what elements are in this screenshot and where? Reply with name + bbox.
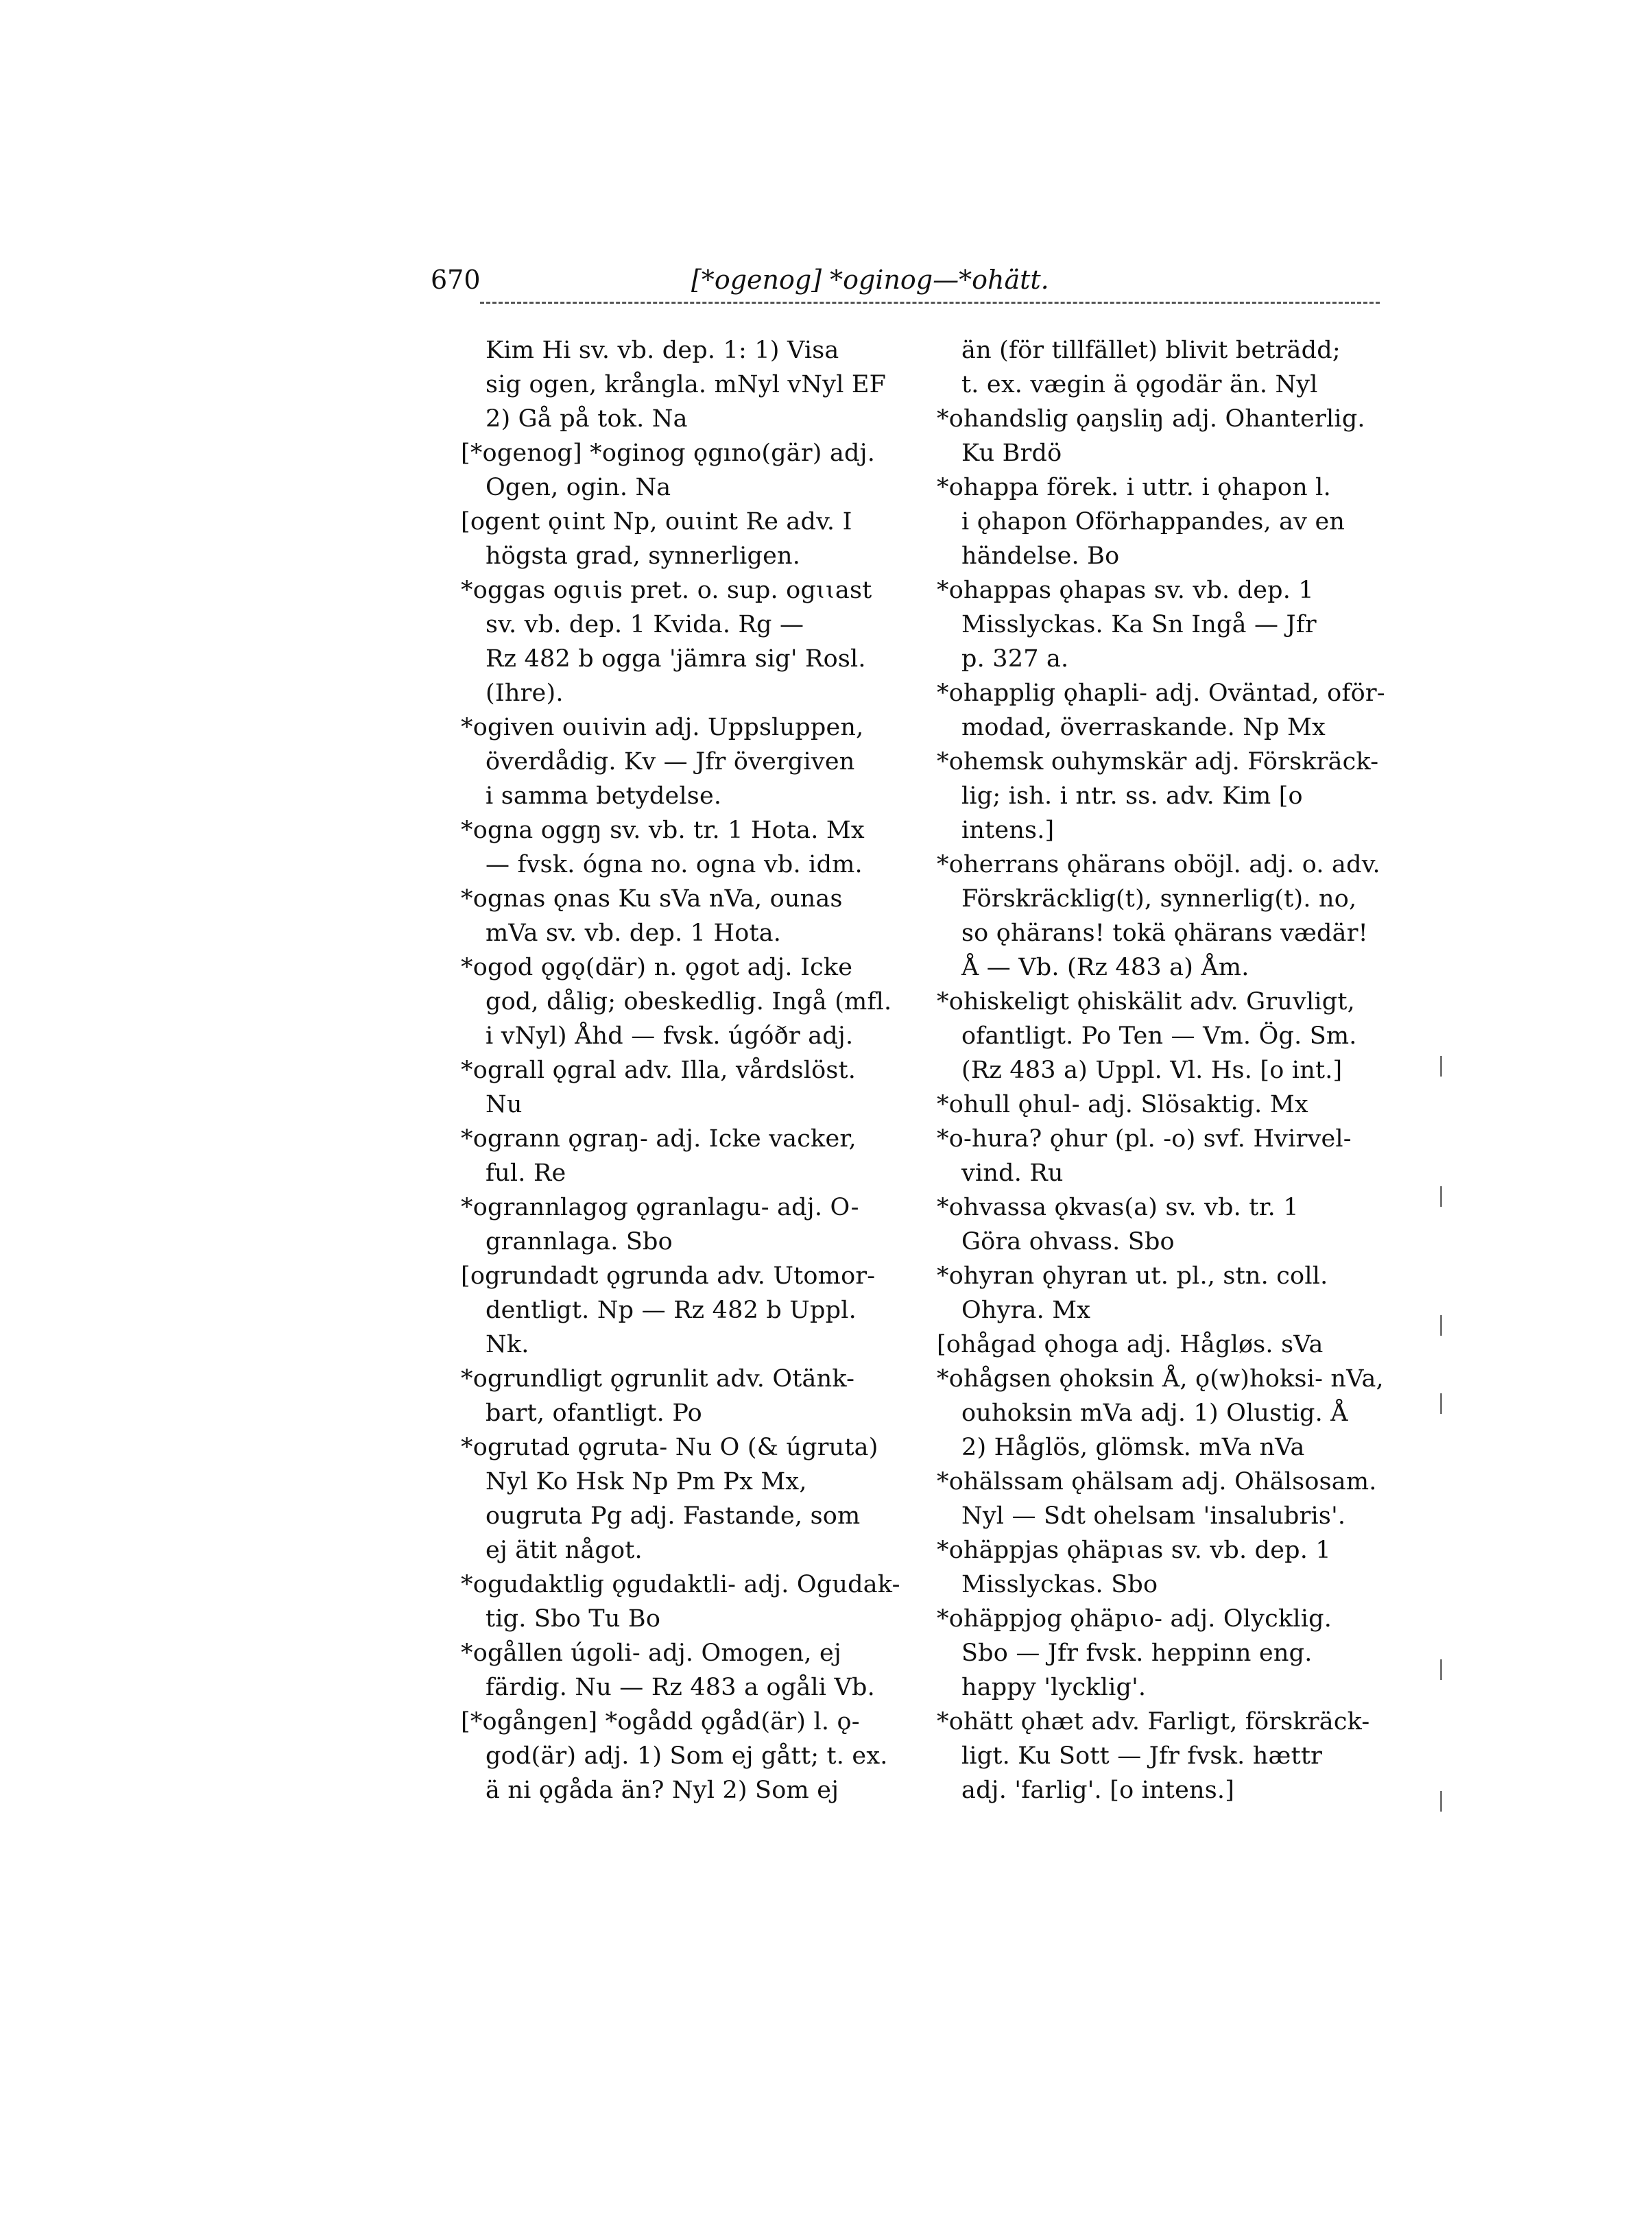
text-line: i vNyl) Åhd — fvsk. úgóðr adj.	[486, 1022, 854, 1050]
text-line: *ohågsen ǫhoksin Å, ǫ(w)hoksi- nVa,	[937, 1365, 1384, 1393]
margin-mark	[1440, 1393, 1442, 1414]
text-line: i ǫhapon Oförhappandes, av en	[961, 508, 1345, 536]
text-line: — fvsk. ógna no. ogna vb. idm.	[486, 851, 863, 878]
text-line: [ohågad ǫhoga adj. Hågløs. sVa	[937, 1331, 1324, 1358]
text-line: ougruta Pg adj. Fastande, som	[486, 1502, 861, 1530]
text-line: överdådig. Kv — Jfr övergiven	[486, 748, 855, 776]
text-line: Rz 482 b ogga 'jämra sig' Rosl.	[486, 645, 866, 673]
margin-mark	[1440, 1056, 1442, 1077]
margin-mark	[1440, 1659, 1442, 1680]
text-line: *ogiven ouɩivin adj. Uppsluppen,	[461, 714, 864, 741]
text-line: *ohappa förek. i uttr. i ǫhapon l.	[937, 474, 1331, 501]
text-line: *ogrundligt ǫgrunlit adv. Otänk-	[461, 1365, 855, 1393]
text-line: *ogrutad ǫgruta- Nu O (& úgruta)	[461, 1434, 878, 1461]
text-line: modad, överraskande. Np Mx	[961, 714, 1326, 741]
text-line: Misslyckas. Sbo	[961, 1571, 1158, 1598]
text-line: händelse. Bo	[961, 542, 1120, 570]
text-line: *ogrann ǫgraŋ- adj. Icke vacker,	[461, 1125, 857, 1153]
text-line: [*ogenog] *oginog ǫgıno(gär) adj.	[461, 440, 876, 467]
text-line: *ogållen úgoli- adj. Omogen, ej	[461, 1639, 841, 1667]
text-line: Ohyra. Mx	[961, 1297, 1091, 1324]
margin-mark	[1440, 1315, 1442, 1336]
text-line: lig; ish. i ntr. ss. adv. Kim [o	[961, 782, 1303, 810]
text-line: *ogod ǫgǫ(där) n. ǫgot adj. Icke	[461, 954, 853, 981]
text-line: Sbo — Jfr fvsk. heppinn eng.	[961, 1639, 1313, 1667]
text-line: *ognas ǫnas Ku sVa nVa, ounas	[461, 885, 843, 913]
text-line: Misslyckas. Ka Sn Ingå — Jfr	[961, 611, 1317, 638]
text-line: god, dålig; obeskedlig. Ingå (mfl.	[486, 988, 892, 1016]
text-line: mVa sv. vb. dep. 1 Hota.	[486, 920, 782, 947]
text-line: färdig. Nu — Rz 483 a ogåli Vb.	[486, 1674, 875, 1701]
text-line: *o-hura? ǫhur (pl. -o) svf. Hvirvel-	[937, 1125, 1352, 1153]
text-line: adj. 'farlig'. [o intens.]	[961, 1777, 1235, 1804]
margin-mark	[1440, 1791, 1442, 1812]
text-line: *oggas ogɩɩis pret. o. sup. ogɩɩast	[461, 577, 872, 604]
text-line: *ohälssam ǫhälsam adj. Ohälsosam.	[937, 1468, 1377, 1495]
text-line: god(är) adj. 1) Som ej gått; t. ex.	[486, 1742, 888, 1770]
text-line: högsta grad, synnerligen.	[486, 542, 801, 570]
running-head: [*ogenog] *oginog—*ohätt.	[691, 265, 1049, 295]
text-line: vind. Ru	[961, 1159, 1064, 1187]
text-line: *ogna oggŋ sv. vb. tr. 1 Hota. Mx	[461, 817, 865, 844]
text-line: Å — Vb. (Rz 483 a) Åm.	[961, 954, 1249, 981]
text-line: grannlaga. Sbo	[486, 1228, 673, 1255]
text-line: tig. Sbo Tu Bo	[486, 1605, 661, 1633]
text-line: [ogent ǫɩint Np, ouɩint Re adv. I	[461, 508, 852, 536]
text-line: *ohäppjog ǫhäpɩo- adj. Olycklig.	[937, 1605, 1332, 1633]
text-line: 2) Håglös, glömsk. mVa nVa	[961, 1434, 1305, 1461]
text-line: ä ni ǫgåda än? Nyl 2) Som ej	[486, 1777, 839, 1804]
header-rule	[480, 302, 1380, 304]
text-line: *ohapplig ǫhapli- adj. Oväntad, oför-	[937, 680, 1385, 707]
text-line: Nk.	[486, 1331, 529, 1358]
text-line: *ohappas ǫhapas sv. vb. dep. 1	[937, 577, 1314, 604]
text-line: t. ex. vægin ä ǫgodär än. Nyl	[961, 371, 1318, 398]
text-line: [*ogången] *ogådd ǫgåd(är) l. ǫ-	[461, 1708, 860, 1735]
right-column	[937, 333, 1385, 1807]
text-line: *ohvassa ǫkvas(a) sv. vb. tr. 1	[937, 1194, 1299, 1221]
text-line: *ograll ǫgral adv. Illa, vårdslöst.	[461, 1057, 857, 1084]
text-line: sig ogen, krångla. mNyl vNyl EF	[486, 371, 887, 398]
text-line: p. 327 a.	[961, 645, 1069, 673]
text-line: [ogrundadt ǫgrunda adv. Utomor-	[461, 1262, 876, 1290]
text-line: intens.]	[961, 817, 1055, 844]
text-line: ligt. Ku Sott — Jfr fvsk. hættr	[961, 1742, 1323, 1770]
text-line: happy 'lycklig'.	[961, 1674, 1147, 1701]
text-line: so ǫhärans! tokä ǫhärans vædär!	[961, 920, 1368, 947]
text-line: (Ihre).	[486, 680, 564, 707]
text-line: *ohätt ǫhæt adv. Farligt, förskräck-	[937, 1708, 1370, 1735]
text-line: Ogen, ogin. Na	[486, 474, 671, 501]
left-column	[461, 333, 900, 1807]
text-line: i samma betydelse.	[486, 782, 722, 810]
text-line: Göra ohvass. Sbo	[961, 1228, 1175, 1255]
text-line: (Rz 483 a) Uppl. Vl. Hs. [o int.]	[961, 1057, 1343, 1084]
text-line: ofantligt. Po Ten — Vm. Ög. Sm.	[961, 1022, 1357, 1050]
text-line: 2) Gå på tok. Na	[486, 405, 688, 433]
text-line: *ohemsk ouhymskär adj. Förskräck-	[937, 748, 1379, 776]
text-line: Nu	[486, 1091, 523, 1118]
text-line: *ohäppjas ǫhäpɩas sv. vb. dep. 1	[937, 1537, 1331, 1564]
text-line: Ku Brdö	[961, 440, 1062, 467]
text-line: Nyl — Sdt ohelsam 'insalubris'.	[961, 1502, 1346, 1530]
text-line: *ohyran ǫhyran ut. pl., stn. coll.	[937, 1262, 1328, 1290]
text-line: än (för tillfället) blivit beträdd;	[961, 337, 1341, 364]
text-line: ouhoksin mVa adj. 1) Olustig. Å	[961, 1399, 1348, 1427]
text-line: *ohull ǫhul- adj. Slösaktig. Mx	[937, 1091, 1308, 1118]
text-line: ej ätit något.	[486, 1537, 643, 1564]
text-line: *ohiskeligt ǫhiskälit adv. Gruvligt,	[937, 988, 1355, 1016]
text-line: *ogudaktlig ǫgudaktli- adj. Ogudak-	[461, 1571, 900, 1598]
text-line: *ohandslig ǫaŋsliŋ adj. Ohanterlig.	[937, 405, 1365, 433]
text-line: Kim Hi sv. vb. dep. 1: 1) Visa	[486, 337, 839, 364]
text-line: Förskräcklig(t), synnerlig(t). no,	[961, 885, 1357, 913]
text-line: Nyl Ko Hsk Np Pm Px Mx,	[486, 1468, 807, 1495]
text-line: dentligt. Np — Rz 482 b Uppl.	[486, 1297, 857, 1324]
text-line: sv. vb. dep. 1 Kvida. Rg —	[486, 611, 804, 638]
text-line: bart, ofantligt. Po	[486, 1399, 702, 1427]
text-line: *oherrans ǫhärans oböjl. adj. o. adv.	[937, 851, 1380, 878]
text-line: ful. Re	[486, 1159, 566, 1187]
text-line: *ogrannlagog ǫgranlagu- adj. O-	[461, 1194, 859, 1221]
margin-mark	[1440, 1186, 1442, 1207]
page-number: 670	[431, 265, 481, 295]
